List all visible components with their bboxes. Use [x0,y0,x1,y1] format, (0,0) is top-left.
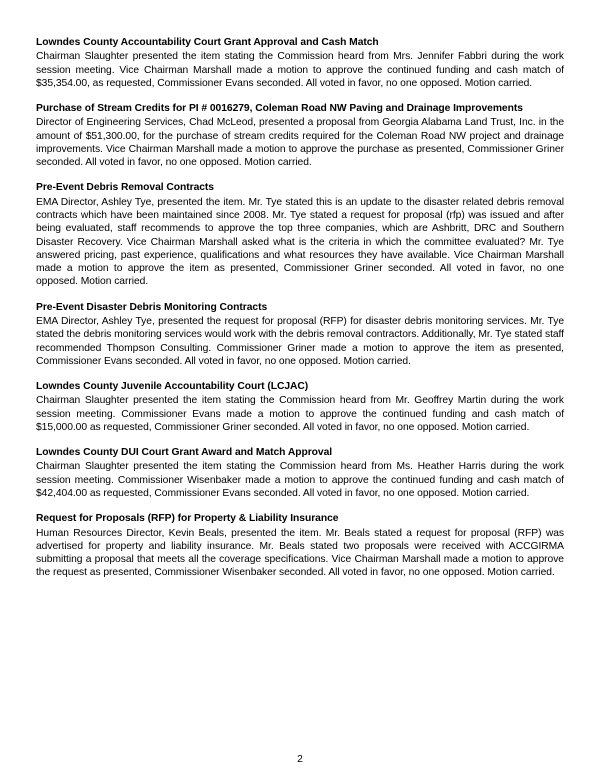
section-body: Human Resources Director, Kevin Beals, presented the item. Mr. Beals stated a request for proposal (RFP) was advertised for property and liability insurance. Mr. Beals stated two proposals were received with ACCGIRMA submitting a proposal that meets all the coverage specifications. Vice Chairman Marshall made a motion to approve the request as presented, Commissioner Wisenbaker seconded. All voted in favor, no one opposed. Motion carried. [36,527,564,579]
section-body: Chairman Slaughter presented the item stating the Commission heard from Mr. Geoffrey Martin during the work session meeting. Commissioner Evans made a motion to approve the continued funding and cash match of $15,000.00 as requested, Commissioner Griner seconded. All voted in favor, no one opposed. Motion carried. [36,395,564,433]
section-body: Chairman Slaughter presented the item stating the Commission heard from Mrs. Jennifer Fabbri during the work session meeting. Vice Chairman Marshall made a motion to approve the continued funding and cash match of $35,354.00, as requested, Commissioner Evans seconded. All voted in favor, no one opposed. Motion carried. [36,51,564,89]
minutes-section [36,102,564,169]
section-body: Director of Engineering Services, Chad McLeod, presented a proposal from Georgia Alabama Land Trust, Inc. in the amount of $51,300.00, for the purchase of stream credits required for the Coleman Road NW project and drainage improvements. Vice Chairman Marshall made a motion to approve the purchase as presented, Commissioner Griner seconded. All voted in favor, no one opposed. Motion carried. [36,117,564,169]
section-heading: Lowndes County Accountability Court Grant Approval and Cash Match [36,37,379,48]
section-body: EMA Director, Ashley Tye, presented the item. Mr. Tye stated this is an update to the disaster related debris removal contracts which have been maintained since 2008. Mr. Tye stated a request for proposal (rfp) was issued and after being evaluated, staff recommends to approve the top three companies, which are Ashbritt, DRC and Southern Disaster Recovery. Vice Chairman Marshall asked what is the criteria in which the committee evaluated? Mr. Tye answered pricing, past experience, qualifications and what resources they have available. Vice Chairman Marshall made a motion to approve the item as presented, Commissioner Griner seconded. All voted in favor, no one opposed. Motion carried. [36,196,564,288]
section-heading: Pre-Event Disaster Debris Monitoring Contracts [36,301,268,313]
minutes-section [36,301,564,368]
section-heading: Lowndes County Juvenile Accountability Court (LCJAC) [36,381,309,393]
minutes-section [36,512,564,579]
minutes-section [36,380,564,434]
section-heading: Lowndes County DUI Court Grant Award and Match Approval [36,447,333,459]
section-body: Chairman Slaughter presented the item stating the Commission heard from Ms. Heather Harris during the work session meeting. Commissioner Wisenbaker made a motion to approve the continued funding and cash match of $42,404.00 as requested, Commissioner Evans seconded. All voted in favor, no one opposed. Motion carried. [36,461,564,500]
section-heading: Purchase of Stream Credits for PI # 0016279, Coleman Road NW Paving and Drainage Improvements [36,103,523,115]
section-heading: Pre-Event Debris Removal Contracts [36,182,214,194]
section-heading: Request for Proposals (RFP) for Property & Liability Insurance [36,513,339,525]
minutes-section [36,36,564,90]
minutes-section [36,181,564,288]
minutes-section [36,446,564,500]
section-body: EMA Director, Ashley Tye, presented the request for proposal (RFP) for disaster debris monitoring services. Mr. Tye stated the debris monitoring services would work with the debris removal contractors. Additionally, Mr. Tye stated staff recommended Thompson Consulting. Commissioner Griner made a motion to approve the item as presented, Commissioner Evans seconded. All voted in favor, no one opposed. Motion carried. [36,315,564,367]
page-number: 2 [297,754,303,765]
